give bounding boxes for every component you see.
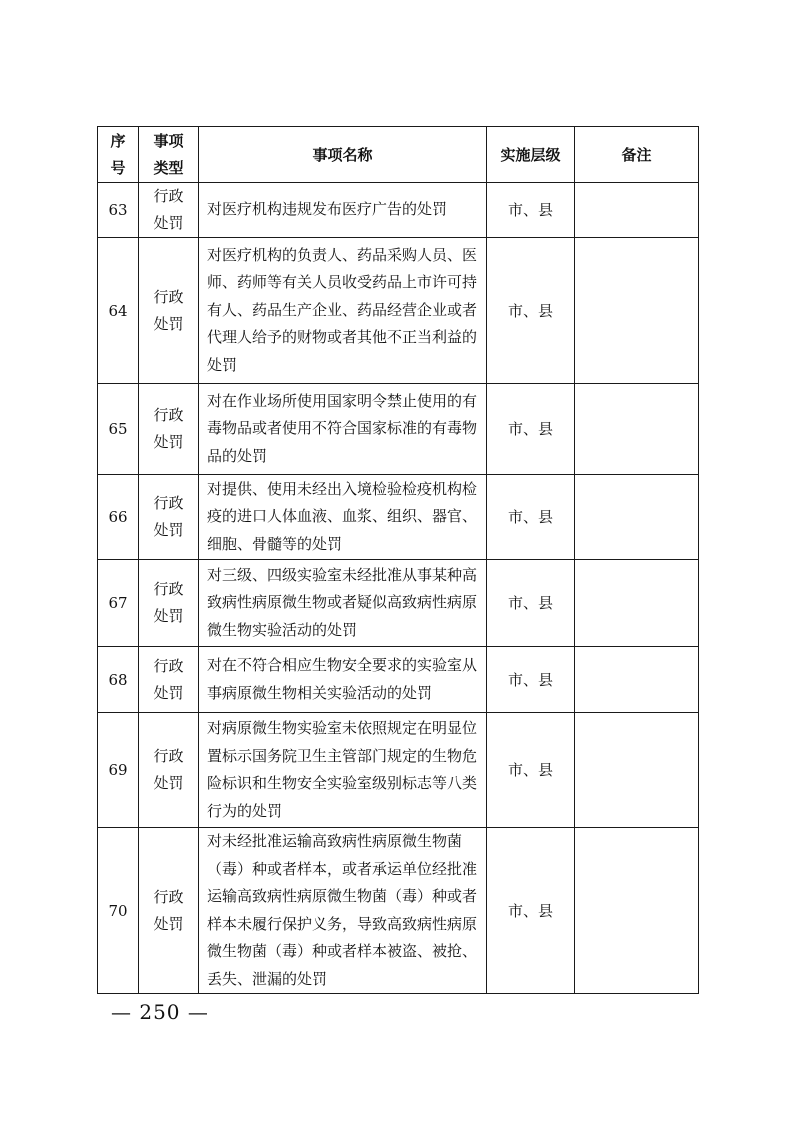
- table-row: [98, 560, 699, 647]
- header-note: 备注: [575, 127, 699, 183]
- row-seq: 70: [98, 828, 139, 994]
- row-seq: 63: [98, 183, 139, 238]
- row-level: 市、县: [487, 647, 575, 713]
- row-name: 对在不符合相应生物安全要求的实验室从事病原微生物相关实验活动的处罚: [199, 647, 487, 713]
- row-type: 行政处罚: [139, 384, 199, 475]
- row-name: 对医疗机构违规发布医疗广告的处罚: [199, 183, 487, 238]
- row-seq: 65: [98, 384, 139, 475]
- row-note: [575, 647, 699, 713]
- row-note: [575, 384, 699, 475]
- table-row: [98, 713, 699, 828]
- header-seq: 序号: [98, 127, 139, 183]
- table-row: [98, 238, 699, 384]
- row-note: [575, 475, 699, 560]
- row-name: 对医疗机构的负责人、药品采购人员、医师、药师等有关人员收受药品上市许可持有人、药品生产企业、药品经营企业或者代理人给予的财物或者其他不正当利益的处罚: [199, 238, 487, 384]
- row-type: 行政处罚: [139, 475, 199, 560]
- table-row: [98, 384, 699, 475]
- page-number: — 250 —: [111, 1000, 209, 1024]
- row-level: 市、县: [487, 183, 575, 238]
- header-row: [98, 127, 699, 183]
- table-row: [98, 475, 699, 560]
- row-type: 行政处罚: [139, 647, 199, 713]
- row-type: 行政处罚: [139, 183, 199, 238]
- row-seq: 66: [98, 475, 139, 560]
- table-body: [98, 183, 699, 994]
- row-note: [575, 183, 699, 238]
- header-type: 事项类型: [139, 127, 199, 183]
- row-level: 市、县: [487, 560, 575, 647]
- header-level: 实施层级: [487, 127, 575, 183]
- table-row: [98, 647, 699, 713]
- row-note: [575, 238, 699, 384]
- row-note: [575, 713, 699, 828]
- row-name: 对提供、使用未经出入境检验检疫机构检疫的进口人体血液、血浆、组织、器官、细胞、骨髓等的处罚: [199, 475, 487, 560]
- row-name: 对病原微生物实验室未依照规定在明显位置标示国务院卫生主管部门规定的生物危险标识和生物安全实验室级别标志等八类行为的处罚: [199, 713, 487, 828]
- row-name: 对在作业场所使用国家明令禁止使用的有毒物品或者使用不符合国家标准的有毒物品的处罚: [199, 384, 487, 475]
- row-level: 市、县: [487, 384, 575, 475]
- row-level: 市、县: [487, 828, 575, 994]
- row-level: 市、县: [487, 713, 575, 828]
- row-type: 行政处罚: [139, 828, 199, 994]
- header-name: 事项名称: [199, 127, 487, 183]
- row-seq: 64: [98, 238, 139, 384]
- row-seq: 69: [98, 713, 139, 828]
- row-note: [575, 828, 699, 994]
- row-name: 对三级、四级实验室未经批准从事某种高致病性病原微生物或者疑似高致病性病原微生物实验活动的处罚: [199, 560, 487, 647]
- row-type: 行政处罚: [139, 238, 199, 384]
- table-row: [98, 828, 699, 994]
- row-level: 市、县: [487, 475, 575, 560]
- row-name: 对未经批准运输高致病性病原微生物菌（毒）种或者样本，或者承运单位经批准运输高致病性病原微生物菌（毒）种或者样本未履行保护义务，导致高致病性病原微生物菌（毒）种或者样本被盗、被抢、丢失、泄漏的处罚: [199, 828, 487, 994]
- row-seq: 67: [98, 560, 139, 647]
- row-type: 行政处罚: [139, 560, 199, 647]
- row-seq: 68: [98, 647, 139, 713]
- matters-table: [97, 126, 699, 994]
- table-header: [98, 127, 699, 183]
- table-row: [98, 183, 699, 238]
- row-type: 行政处罚: [139, 713, 199, 828]
- row-note: [575, 560, 699, 647]
- row-level: 市、县: [487, 238, 575, 384]
